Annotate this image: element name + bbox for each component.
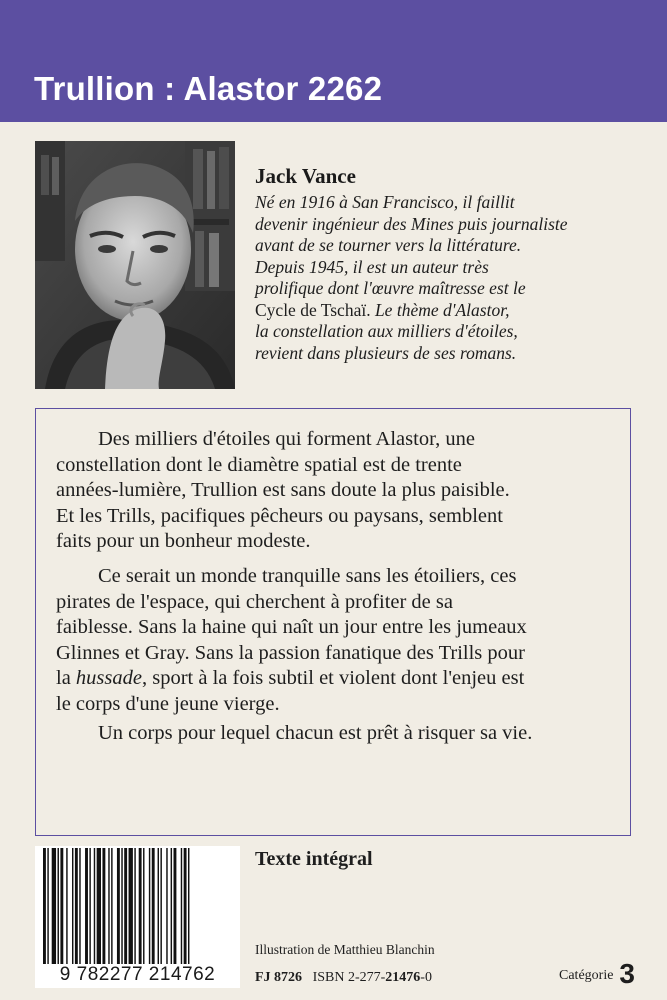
category [559, 958, 635, 990]
blurb-line: pirates de l'espace, qui cherchent à profiter de sa [56, 590, 453, 613]
catalog-codes [255, 970, 432, 986]
blurb-line: Ce serait un monde tranquille sans les étoiliers, ces [98, 565, 517, 587]
author-photo [35, 141, 235, 389]
blurb-text: , sport à la fois subtil et violent dont l'enjeu est [141, 667, 525, 689]
blurb-paragraph-3 [56, 721, 616, 747]
bio-line: avant de se tourner vers la littérature. [255, 235, 522, 255]
bio-text: Le thème d'Alastor, [370, 299, 510, 320]
blurb-text: la [56, 667, 76, 689]
bio-line: la constellation aux milliers d'étoiles, [255, 321, 518, 341]
isbn-bold: 21476 [385, 970, 421, 985]
blurb-line: faiblesse. Sans la haine qui naît un jour entre les jumeaux [56, 616, 527, 638]
blurb-line: années-lumière, Trullion est sans doute la plus paisible. [56, 479, 510, 501]
bio-line: revient dans plusieurs de ses romans. [255, 342, 517, 363]
bio-series-name: Cycle de Tschaï. [255, 299, 371, 320]
edition-label: Texte intégral [255, 848, 373, 870]
barcode [35, 846, 240, 988]
author-name: Jack Vance [255, 164, 356, 188]
category-number: 3 [619, 958, 635, 989]
blurb-line: le corps d'une jeune vierge. [56, 692, 280, 715]
blurb-paragraph-1 [56, 427, 616, 555]
barcode-bars [43, 848, 233, 966]
isbn-suffix: -0 [420, 970, 432, 985]
illustration-credit: Illustration de Matthieu Blanchin [255, 942, 435, 957]
author-bio [255, 192, 640, 364]
blurb-paragraph-2 [56, 564, 616, 717]
blurb-line: Glinnes et Gray. Sans la passion fanatique des Trills pour [56, 641, 525, 664]
bio-line [255, 300, 640, 322]
blurb-line: Des milliers d'étoiles qui forment Alastor, une [98, 428, 475, 450]
blurb-line [56, 666, 616, 692]
barcode-digits: 9 782277 214762 [35, 964, 240, 986]
bio-line: prolifique dont l'œuvre maîtresse est le [255, 278, 526, 298]
bio-line: Né en 1916 à San Francisco, il faillit [255, 192, 515, 212]
blurb-line: constellation dont le diamètre spatial est de trente [56, 453, 462, 476]
book-title: Trullion : Alastor 2262 [34, 70, 383, 107]
blurb-italic-word: hussade [75, 667, 142, 689]
bio-line: devenir ingénieur des Mines puis journaliste [255, 213, 568, 234]
title-banner [0, 0, 667, 122]
isbn-prefix: ISBN 2-277- [312, 970, 386, 985]
fj-code: FJ 8726 [255, 970, 303, 985]
category-label: Catégorie [559, 968, 614, 983]
blurb-line: Un corps pour lequel chacun est prêt à risquer sa vie. [98, 722, 533, 744]
bio-line: Depuis 1945, il est un auteur très [255, 256, 489, 277]
blurb-line: faits pour un bonheur modeste. [56, 530, 311, 552]
blurb-line: Et les Trills, pacifiques pêcheurs ou paysans, semblent [56, 504, 503, 527]
